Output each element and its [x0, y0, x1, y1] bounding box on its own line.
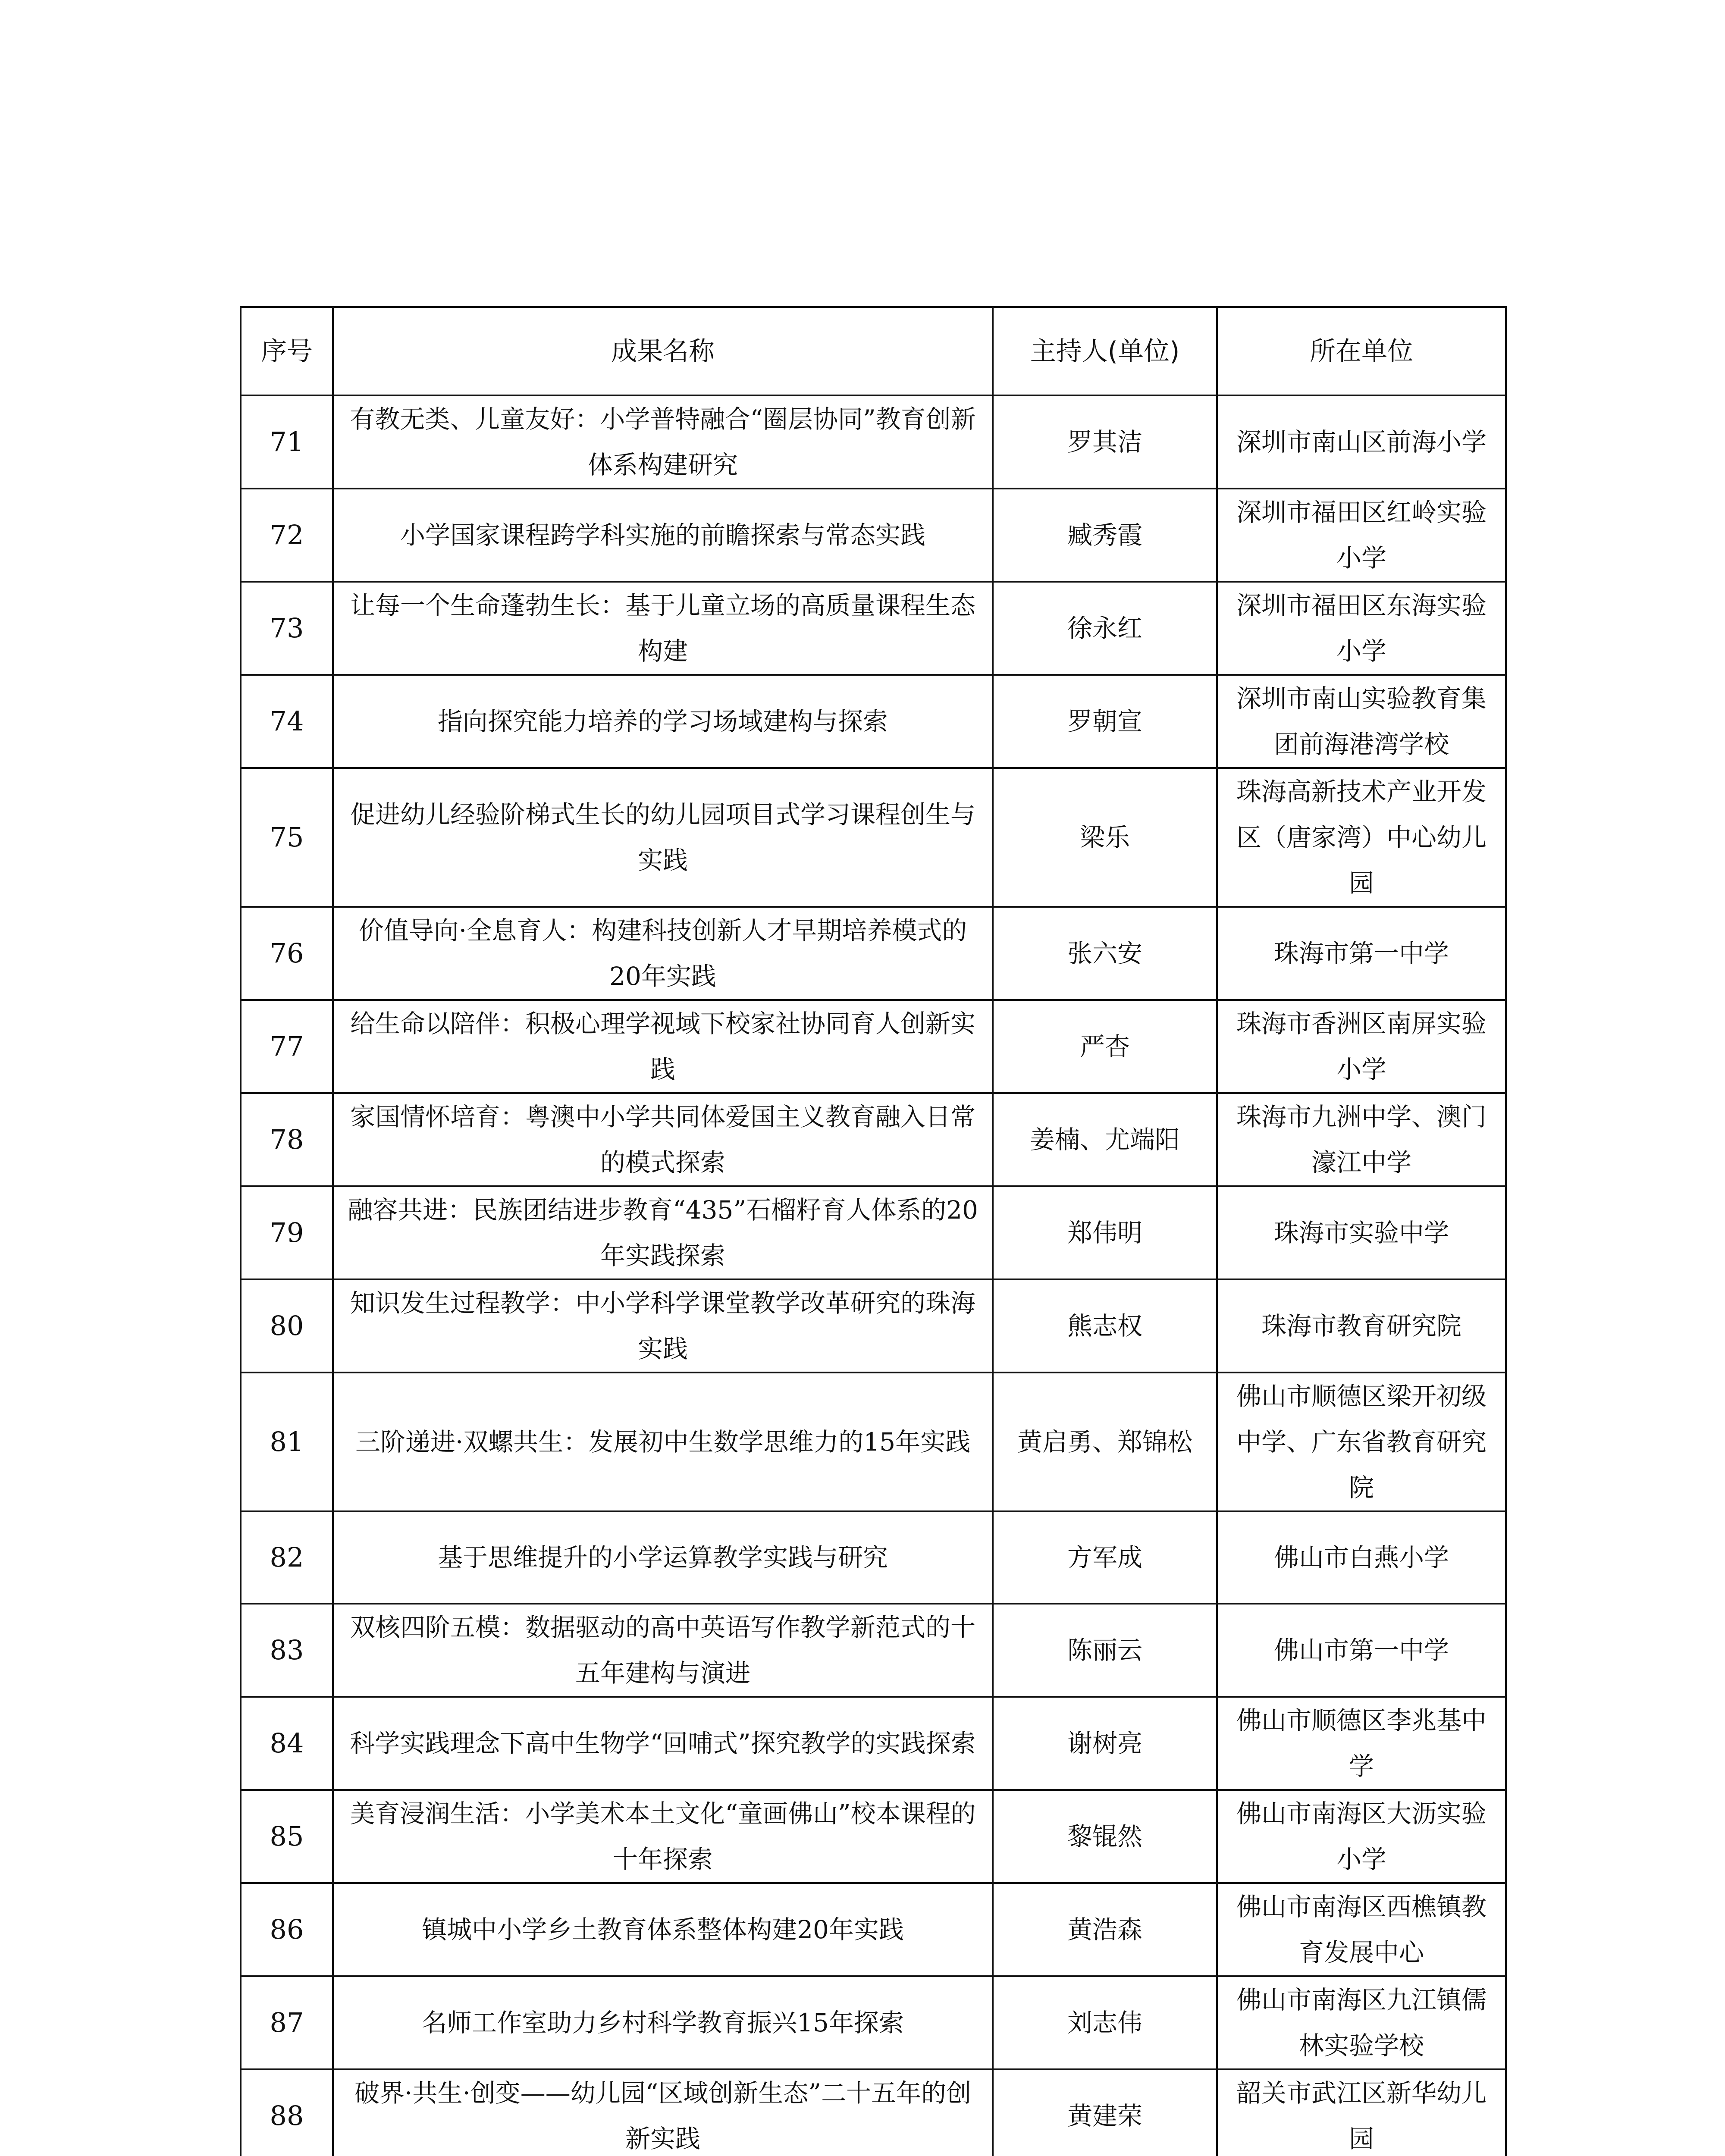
cell-title: 知识发生过程教学：中小学科学课堂教学改革研究的珠海实践 — [333, 1279, 993, 1373]
cell-host: 方军成 — [993, 1511, 1217, 1604]
cell-unit: 深圳市福田区红岭实验小学 — [1217, 489, 1506, 582]
cell-title: 双核四阶五模：数据驱动的高中英语写作教学新范式的十五年建构与演进 — [333, 1604, 993, 1697]
cell-host: 谢树亮 — [993, 1697, 1217, 1790]
cell-title: 家国情怀培育：粤澳中小学共同体爱国主义教育融入日常的模式探索 — [333, 1093, 993, 1186]
header-unit: 所在单位 — [1217, 307, 1506, 395]
cell-unit: 珠海市九洲中学、澳门濠江中学 — [1217, 1093, 1506, 1186]
cell-unit: 佛山市顺德区李兆基中学 — [1217, 1697, 1506, 1790]
cell-title: 科学实践理念下高中生物学“回哺式”探究教学的实践探索 — [333, 1697, 993, 1790]
cell-unit: 珠海市第一中学 — [1217, 907, 1506, 1000]
cell-unit: 珠海市实验中学 — [1217, 1186, 1506, 1279]
table-row — [241, 1604, 1506, 1697]
cell-unit: 韶关市武江区新华幼儿园 — [1217, 2069, 1506, 2156]
cell-no: 73 — [241, 582, 333, 675]
cell-host: 黎锟然 — [993, 1790, 1217, 1883]
cell-no: 87 — [241, 1976, 333, 2069]
cell-title: 破界·共生·创变——幼儿园“区域创新生态”二十五年的创新实践 — [333, 2069, 993, 2156]
cell-host: 张六安 — [993, 907, 1217, 1000]
cell-no: 79 — [241, 1186, 333, 1279]
cell-title: 让每一个生命蓬勃生长：基于儿童立场的高质量课程生态构建 — [333, 582, 993, 675]
cell-no: 71 — [241, 395, 333, 489]
cell-host: 熊志权 — [993, 1279, 1217, 1373]
cell-title: 有教无类、儿童友好：小学普特融合“圈层协同”教育创新体系构建研究 — [333, 395, 993, 489]
header-no: 序号 — [241, 307, 333, 395]
cell-unit: 珠海市教育研究院 — [1217, 1279, 1506, 1373]
cell-no: 85 — [241, 1790, 333, 1883]
cell-title: 三阶递进·双螺共生：发展初中生数学思维力的15年实践 — [333, 1373, 993, 1511]
cell-no: 75 — [241, 768, 333, 907]
table-row — [241, 1186, 1506, 1279]
table-row — [241, 1279, 1506, 1373]
cell-host: 罗朝宣 — [993, 675, 1217, 768]
cell-host: 臧秀霞 — [993, 489, 1217, 582]
table-row — [241, 1093, 1506, 1186]
cell-host: 陈丽云 — [993, 1604, 1217, 1697]
cell-unit: 深圳市福田区东海实验小学 — [1217, 582, 1506, 675]
cell-no: 74 — [241, 675, 333, 768]
cell-unit: 佛山市南海区大沥实验小学 — [1217, 1790, 1506, 1883]
cell-no: 72 — [241, 489, 333, 582]
cell-unit: 珠海市香洲区南屏实验小学 — [1217, 1000, 1506, 1093]
header-host: 主持人(单位) — [993, 307, 1217, 395]
cell-no: 81 — [241, 1373, 333, 1511]
table-row — [241, 2069, 1506, 2156]
cell-no: 86 — [241, 1883, 333, 1976]
cell-title: 价值导向·全息育人：构建科技创新人才早期培养模式的20年实践 — [333, 907, 993, 1000]
table-row — [241, 1976, 1506, 2069]
achievements-table — [240, 306, 1507, 2156]
cell-no: 88 — [241, 2069, 333, 2156]
table-row — [241, 1697, 1506, 1790]
cell-unit: 佛山市第一中学 — [1217, 1604, 1506, 1697]
table-row — [241, 907, 1506, 1000]
table-row — [241, 582, 1506, 675]
cell-no: 76 — [241, 907, 333, 1000]
cell-no: 83 — [241, 1604, 333, 1697]
cell-host: 罗其洁 — [993, 395, 1217, 489]
cell-host: 黄建荣 — [993, 2069, 1217, 2156]
cell-title: 融容共进：民族团结进步教育“435”石榴籽育人体系的20年实践探索 — [333, 1186, 993, 1279]
cell-unit: 佛山市南海区西樵镇教育发展中心 — [1217, 1883, 1506, 1976]
table-row — [241, 1511, 1506, 1604]
cell-no: 78 — [241, 1093, 333, 1186]
cell-title: 名师工作室助力乡村科学教育振兴15年探索 — [333, 1976, 993, 2069]
cell-unit: 佛山市顺德区梁开初级中学、广东省教育研究院 — [1217, 1373, 1506, 1511]
cell-host: 姜楠、尤端阳 — [993, 1093, 1217, 1186]
header-title: 成果名称 — [333, 307, 993, 395]
table-header-row — [241, 307, 1506, 395]
cell-unit: 深圳市南山区前海小学 — [1217, 395, 1506, 489]
cell-host: 徐永红 — [993, 582, 1217, 675]
cell-no: 82 — [241, 1511, 333, 1604]
cell-no: 77 — [241, 1000, 333, 1093]
table-row — [241, 489, 1506, 582]
table-row — [241, 1883, 1506, 1976]
cell-title: 指向探究能力培养的学习场域建构与探索 — [333, 675, 993, 768]
cell-host: 黄浩森 — [993, 1883, 1217, 1976]
cell-unit: 佛山市南海区九江镇儒林实验学校 — [1217, 1976, 1506, 2069]
cell-title: 小学国家课程跨学科实施的前瞻探索与常态实践 — [333, 489, 993, 582]
table-row — [241, 1000, 1506, 1093]
table-row — [241, 675, 1506, 768]
cell-unit: 珠海高新技术产业开发区（唐家湾）中心幼儿园 — [1217, 768, 1506, 907]
table-row — [241, 1790, 1506, 1883]
cell-title: 基于思维提升的小学运算教学实践与研究 — [333, 1511, 993, 1604]
cell-unit: 深圳市南山实验教育集团前海港湾学校 — [1217, 675, 1506, 768]
cell-host: 黄启勇、郑锦松 — [993, 1373, 1217, 1511]
table-row — [241, 1373, 1506, 1511]
cell-host: 刘志伟 — [993, 1976, 1217, 2069]
cell-host: 郑伟明 — [993, 1186, 1217, 1279]
cell-host: 梁乐 — [993, 768, 1217, 907]
table-row — [241, 768, 1506, 907]
cell-host: 严杏 — [993, 1000, 1217, 1093]
cell-title: 美育浸润生活：小学美术本土文化“童画佛山”校本课程的十年探索 — [333, 1790, 993, 1883]
cell-title: 给生命以陪伴：积极心理学视域下校家社协同育人创新实践 — [333, 1000, 993, 1093]
cell-no: 80 — [241, 1279, 333, 1373]
cell-title: 镇城中小学乡土教育体系整体构建20年实践 — [333, 1883, 993, 1976]
cell-unit: 佛山市白燕小学 — [1217, 1511, 1506, 1604]
cell-title: 促进幼儿经验阶梯式生长的幼儿园项目式学习课程创生与实践 — [333, 768, 993, 907]
cell-no: 84 — [241, 1697, 333, 1790]
table-row — [241, 395, 1506, 489]
